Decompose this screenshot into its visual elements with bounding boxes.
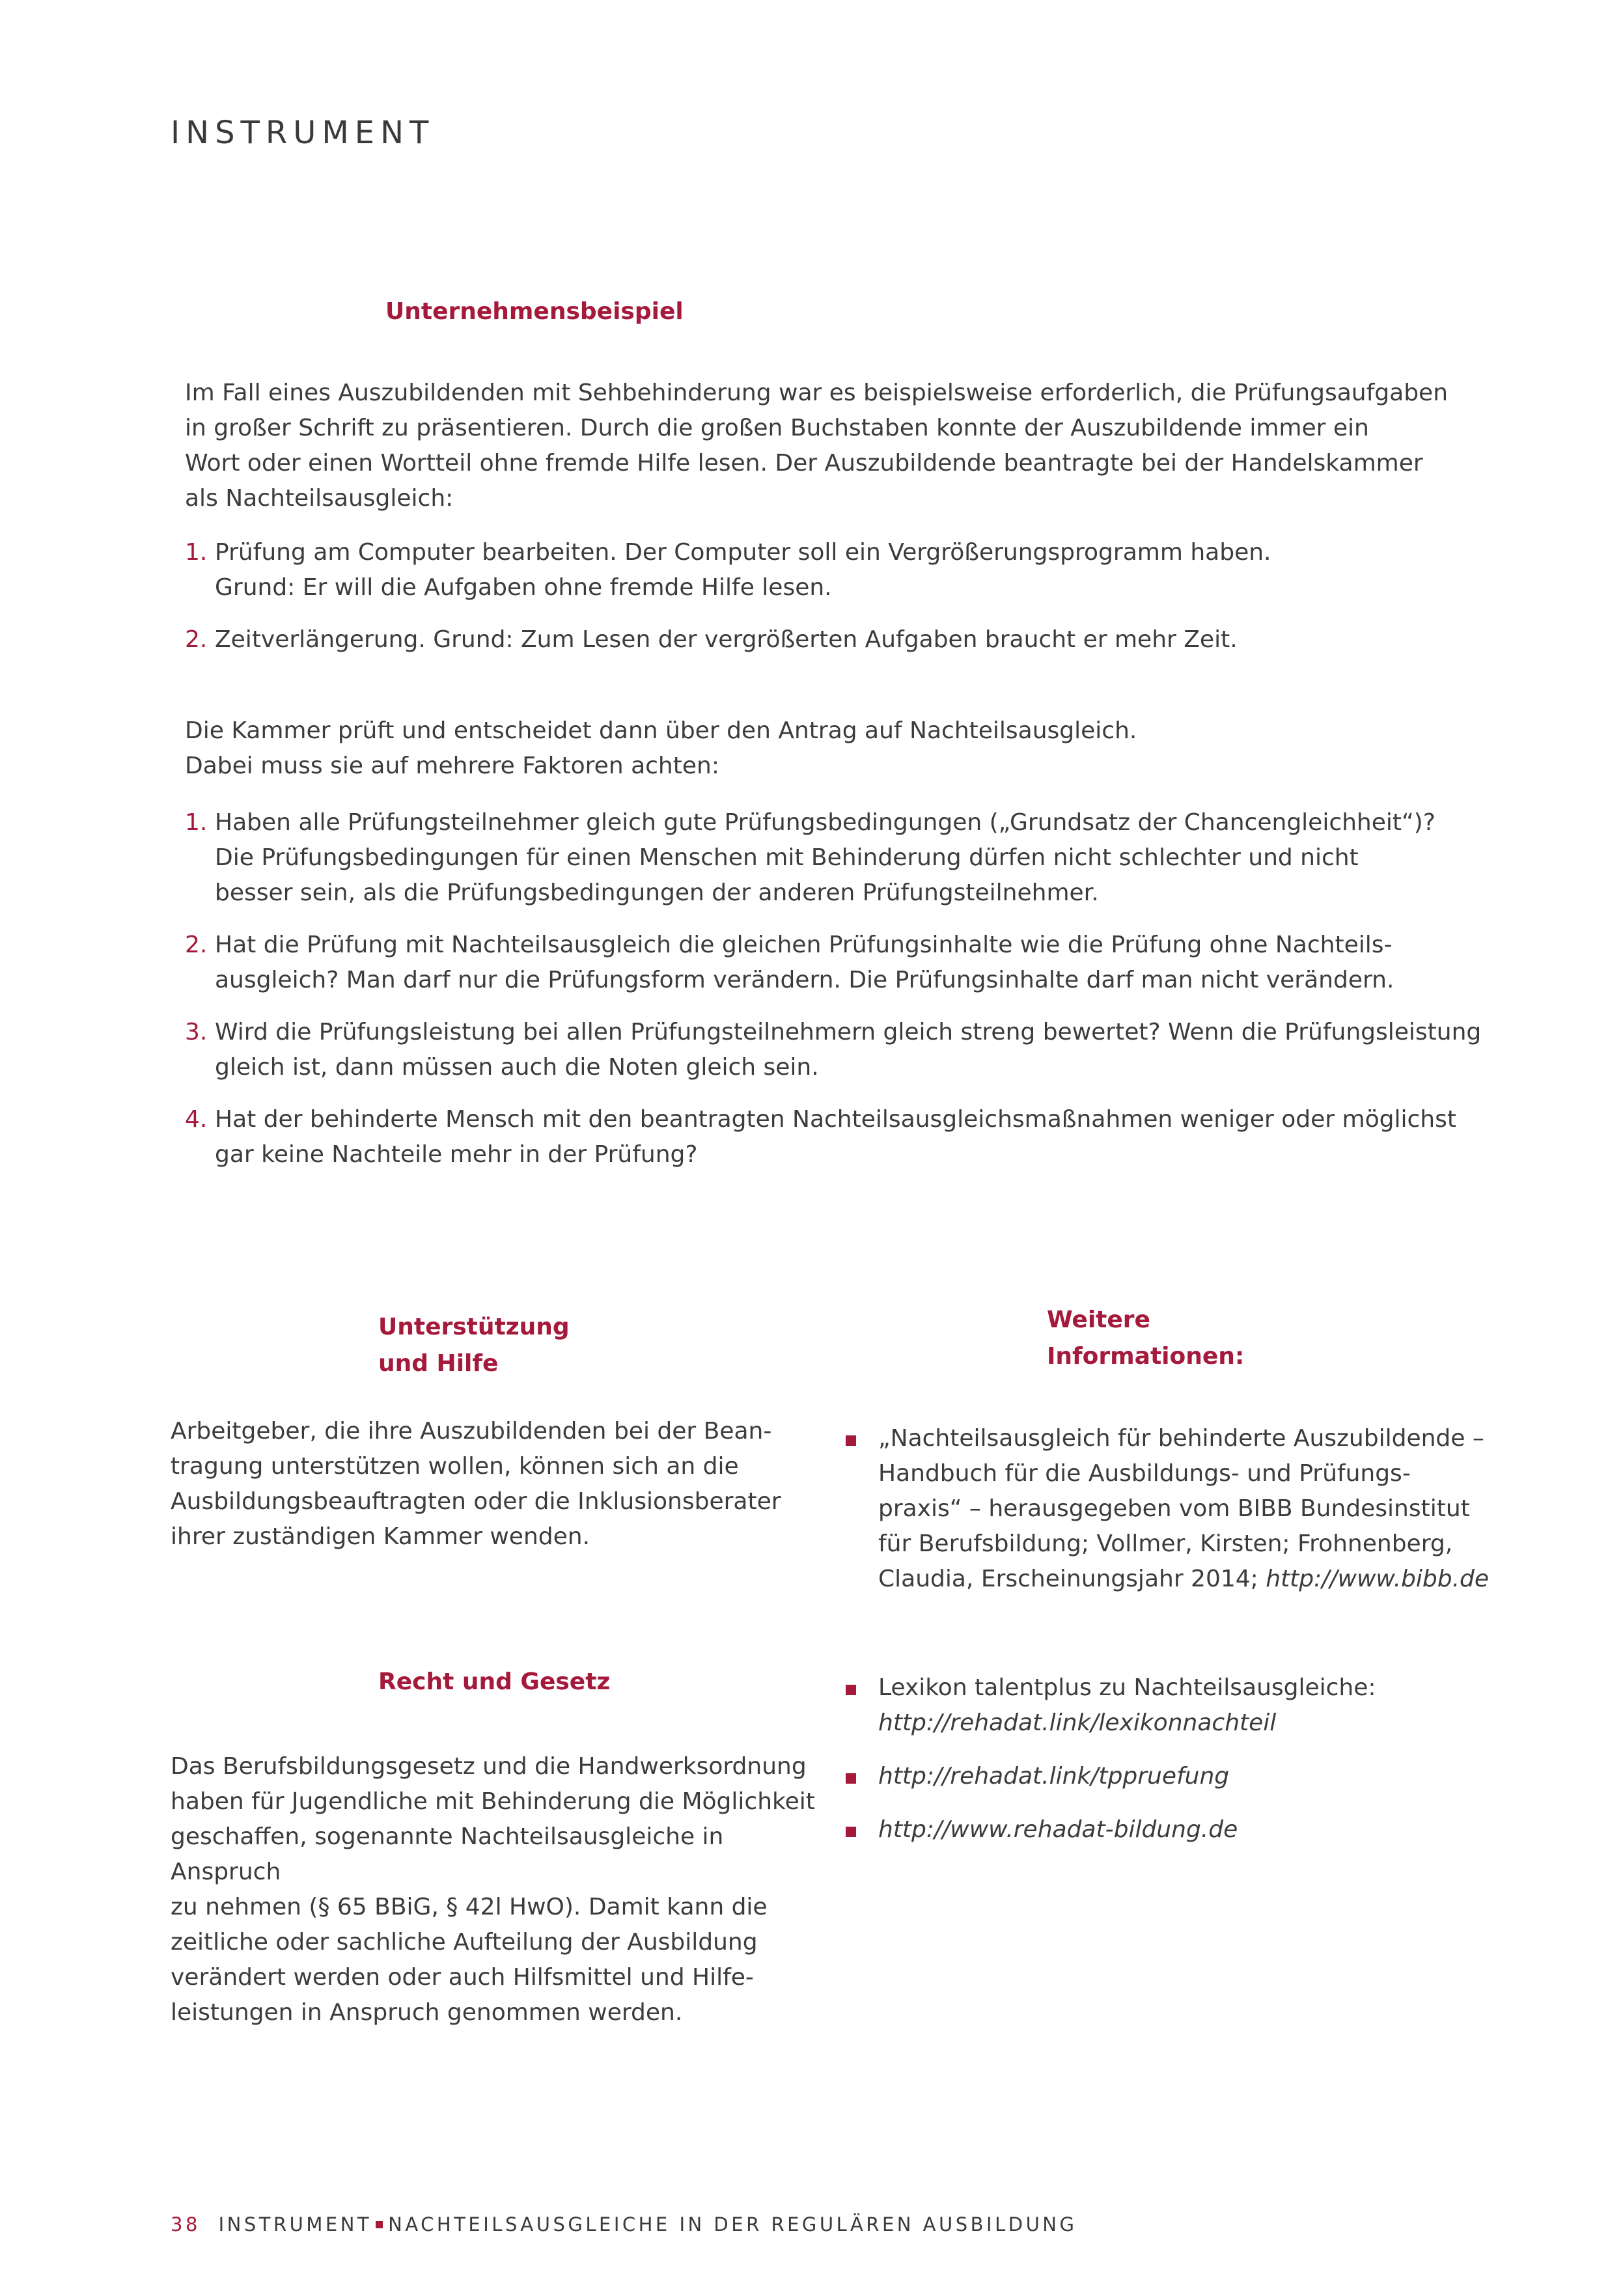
list-item [846,1670,1594,1741]
bullet-square-icon [846,1773,856,1784]
text-line: gleich ist, dann müssen auch die Noten gleich sein. [215,1054,819,1081]
link-lexikon[interactable]: http://rehadat.link/lexikonnachteil [878,1709,1277,1736]
text-line: Hat die Prüfung mit Nachteilsausgleich die gleichen Prüfungsinhalte wie die Prüfung ohne Nachteils- [215,932,1393,958]
text-line: besser sein, als die Prüfungsbedingungen der anderen Prüfungsteilnehmer. [215,879,1099,906]
text-line: Zeitverlängerung. Grund: Zum Lesen der vergrößerten Aufgaben braucht er mehr Zeit. [215,626,1238,653]
list-item [846,1812,1594,1847]
page-number: 38 [171,2213,201,2235]
page-footer [171,2213,1077,2235]
support-paragraph [171,1414,822,1555]
heading-line: Unterstützung [378,1314,570,1340]
text-line: Haben alle Prüfungsteilnehmer gleich gute Prüfungsbedingungen („Grundsatz der Chancengleichheit“)? [215,809,1436,836]
footer-title: NACHTEILSAUSGLEICHE IN DER REGULÄREN AUSBILDUNG [388,2213,1077,2235]
text-line: verändert werden oder auch Hilfsmittel und Hilfe- [171,1964,754,1991]
text-line: Wort oder einen Wortteil ohne fremde Hilfe lesen. Der Auszubildende beantragte bei der Handelskammer [185,450,1423,477]
text-line: geschaffen, sogenannte Nachteilsausgleiche in Anspruch [171,1823,724,1885]
list-item [846,1759,1594,1794]
text-line: Arbeitgeber, die ihre Auszubildenden bei der Bean- [171,1418,772,1445]
list-item [185,1015,1487,1085]
list-item [185,805,1487,911]
chamber-paragraph [185,713,1487,784]
text-line: als Nachteilsausgleich: [185,485,454,512]
text-line: ihrer zuständigen Kammer wenden. [171,1523,590,1550]
footer-section: INSTRUMENT [218,2213,372,2235]
list-item [185,622,1487,657]
page-header-title: INSTRUMENT [171,115,435,151]
heading-line: und Hilfe [378,1350,499,1377]
text-line: Dabei muss sie auf mehrere Faktoren achten: [185,753,719,779]
more-info-list [846,1421,1594,1597]
text-line: „Nachteilsausgleich für behinderte Auszubildende – [878,1425,1484,1452]
list-number: 1. [185,809,208,836]
text-line: Lexikon talentplus zu Nachteilsausgleiche: [878,1674,1376,1701]
factor-list [185,805,1487,1172]
text-line: Im Fall eines Auszubildenden mit Sehbehinderung war es beispielsweise erforderlich, die Prüfungsaufgaben [185,380,1449,406]
text-line: Die Prüfungsbedingungen für einen Menschen mit Behinderung dürfen nicht schlechter und nicht [215,844,1359,871]
list-number: 2. [185,932,208,958]
text-line: Das Berufsbildungsgesetz und die Handwerksordnung [171,1753,807,1780]
bullet-square-icon [846,1827,856,1837]
text-line: Wird die Prüfungsleistung bei allen Prüfungsteilnehmern gleich streng bewertet? Wenn die Prüfungsleistung [215,1019,1482,1045]
text-line: gar keine Nachteile mehr in der Prüfung? [215,1141,698,1168]
list-number: 3. [185,1019,208,1045]
list-number: 4. [185,1106,208,1133]
list-number: 1. [185,539,208,566]
list-item [185,535,1487,605]
link-rehadat-bildung[interactable]: http://www.rehadat-bildung.de [878,1816,1238,1843]
text-line: zu nehmen (§ 65 BBiG, § 42l HwO). Damit kann die [171,1894,768,1920]
heading-line: Informationen: [1047,1343,1245,1370]
support-heading [378,1309,570,1382]
text-line: Grund: Er will die Aufgaben ohne fremde Hilfe lesen. [215,574,832,601]
request-list [185,535,1487,657]
example-intro [185,376,1487,516]
text-line: tragung unterstützen wollen, können sich an die [171,1453,739,1480]
text-line: Hat der behinderte Mensch mit den beantragten Nachteilsausgleichsmaßnahmen weniger oder möglichst [215,1106,1456,1133]
text-fragment: Claudia, Erscheinungsjahr 2014; [878,1566,1266,1592]
text-line: Handbuch für die Ausbildungs- und Prüfungs- [878,1460,1411,1487]
example-heading: Unternehmensbeispiel [385,298,684,325]
footer-square-icon [376,2221,383,2228]
bullet-square-icon [846,1685,856,1695]
text-line: Prüfung am Computer bearbeiten. Der Computer soll ein Vergrößerungsprogramm haben. [215,539,1271,566]
text-line: zeitliche oder sachliche Aufteilung der Ausbildung [171,1929,758,1956]
links-list [846,1670,1594,1847]
law-paragraph [171,1749,822,2030]
text-line: Ausbildungsbeauftragten oder die Inklusionsberater [171,1488,781,1515]
list-item [185,1102,1487,1172]
link-bibb[interactable]: http://www.bibb.de [1266,1566,1490,1592]
text-line: Die Kammer prüft und entscheidet dann über den Antrag auf Nachteilsausgleich. [185,717,1137,744]
heading-line: Weitere [1047,1307,1150,1333]
bullet-square-icon [846,1435,856,1446]
text-line: leistungen in Anspruch genommen werden. [171,1999,683,2026]
more-info-heading [1047,1302,1244,1375]
text-line: ausgleich? Man darf nur die Prüfungsform verändern. Die Prüfungsinhalte darf man nicht verändern. [215,967,1394,993]
text-line: für Berufsbildung; Vollmer, Kirsten; Frohnenberg, [878,1530,1453,1557]
text-line [878,1562,1594,1597]
text-line: praxis“ – herausgegeben vom BIBB Bundesinstitut [878,1495,1470,1522]
list-item [846,1421,1594,1597]
link-tppruefung[interactable]: http://rehadat.link/tppruefung [878,1763,1230,1790]
text-line: haben für Jugendliche mit Behinderung die Möglichkeit [171,1788,815,1815]
text-line: in großer Schrift zu präsentieren. Durch die großen Buchstaben konnte der Auszubildende immer ein [185,415,1369,441]
list-item [185,928,1487,998]
law-heading: Recht und Gesetz [378,1668,611,1695]
list-number: 2. [185,626,208,653]
